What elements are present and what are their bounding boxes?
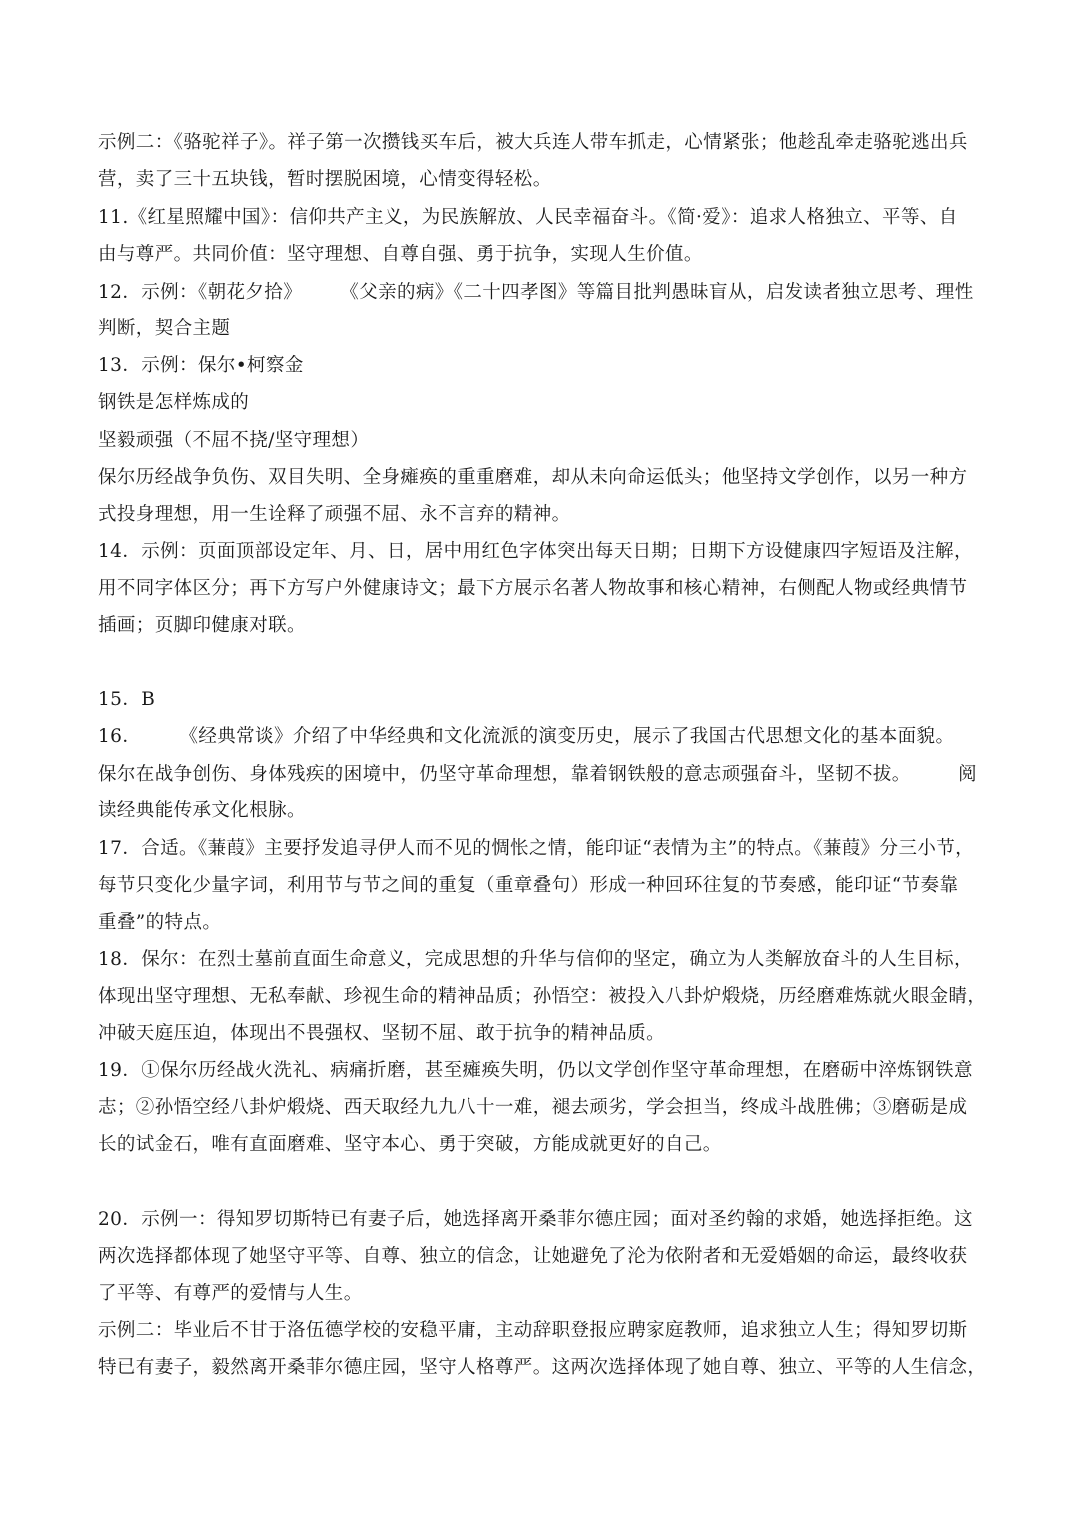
- text-line: 坚毅顽强（不屈不挠/坚守理想）: [98, 430, 370, 451]
- text-line: 志；②孙悟空经八卦炉煅烧、西天取经九九八十一难，褪去顽劣，学会担当，终成斗战胜佛；③磨砺是成: [98, 1097, 968, 1118]
- text-line: 每节只变化少量字词，利用节与节之间的重复（重章叠句）形成一种回环往复的节奏感，能印证“节奏靠: [98, 875, 959, 896]
- text-line: 示例二：毕业后不甘于洛伍德学校的安稳平庸，主动辞职登报应聘家庭教师，追求独立人生；得知罗切斯: [98, 1320, 968, 1341]
- text-line: 19．①保尔历经战火洗礼、病痛折磨，甚至瘫痪失明，仍以文学创作坚守革命理想，在磨砺中淬炼钢铁意: [98, 1060, 973, 1081]
- text-line: 14．示例：页面顶部设定年、月、日，居中用红色字体突出每天日期；日期下方设健康四字短语及注解，: [98, 541, 973, 562]
- text-line: 用不同字体区分；再下方写户外健康诗文；最下方展示名著人物故事和核心精神，右侧配人物或经典情节: [98, 578, 968, 599]
- text-line: 15．B: [98, 689, 156, 710]
- text-line: 20．示例一：得知罗切斯特已有妻子后，她选择离开桑菲尔德庄园；面对圣约翰的求婚，她选择拒绝。这: [98, 1209, 973, 1230]
- text-line: 示例二：《骆驼祥子》。祥子第一次攒钱买车后，被大兵连人带车抓走，心情紧张；他趁乱牵走骆驼逃出兵: [98, 132, 968, 153]
- text-line: 重叠”的特点。: [98, 912, 222, 933]
- text-line: 读经典能传承文化根脉。: [98, 800, 306, 821]
- text-line: 13．示例：保尔•柯察金: [98, 355, 304, 376]
- text-line: 12．示例：《朝花夕拾》 《父亲的病》《二十四孝图》等篇目批判愚昧盲从，启发读者独立思考、理性: [98, 282, 974, 303]
- text-line: 式投身理想，用一生诠释了顽强不屈、永不言弃的精神。: [98, 504, 571, 525]
- text-line: 18．保尔：在烈士墓前直面生命意义，完成思想的升华与信仰的坚定，确立为人类解放奋斗的人生目标，: [98, 949, 973, 970]
- text-line: 由与尊严。共同价值：坚守理想、自尊自强、勇于抗争，实现人生价值。: [98, 244, 703, 265]
- text-line: 判断，契合主题: [98, 318, 231, 339]
- text-line: 了平等、有尊严的爱情与人生。: [98, 1283, 363, 1304]
- text-line: 11.《红星照耀中国》：信仰共产主义，为民族解放、人民幸福奋斗。《简·爱》：追求人格独立、平等、自: [98, 207, 958, 228]
- text-line: 营，卖了三十五块钱，暂时摆脱困境，心情变得轻松。: [98, 169, 552, 190]
- text-line: 17．合适。《蒹葭》主要抒发追寻伊人而不见的惆怅之情，能印证“表情为主”的特点。《蒹葭》分三小节，: [98, 838, 975, 859]
- text-line: 16． 《经典常谈》介绍了中华经典和文化流派的演变历史，展示了我国古代思想文化的基本面貌。: [98, 726, 955, 747]
- text-line: 体现出坚守理想、无私奉献、珍视生命的精神品质；孙悟空：被投入八卦炉煅烧，历经磨难炼就火眼金睛，: [98, 986, 987, 1007]
- text-line: 特已有妻子，毅然离开桑菲尔德庄园，坚守人格尊严。这两次选择体现了她自尊、独立、平等的人生信念，: [98, 1357, 987, 1378]
- text-line: 钢铁是怎样炼成的: [98, 392, 250, 413]
- text-line: 保尔在战争创伤、身体残疾的困境中，仍坚守革命理想，靠着钢铁般的意志顽强奋斗，坚韧不拔。 阅: [98, 764, 978, 785]
- text-line: 长的试金石，唯有直面磨难、坚守本心、勇于突破，方能成就更好的自己。: [98, 1134, 722, 1155]
- text-line: 保尔历经战争负伤、双目失明、全身瘫痪的重重磨难，却从未向命运低头；他坚持文学创作，以另一种方: [98, 467, 968, 488]
- text-line: 插画；页脚印健康对联。: [98, 615, 306, 636]
- text-line: 冲破天庭压迫，体现出不畏强权、坚韧不屈、敢于抗争的精神品质。: [98, 1023, 666, 1044]
- text-line: 两次选择都体现了她坚守平等、自尊、独立的信念，让她避免了沦为依附者和无爱婚姻的命运，最终收获: [98, 1246, 968, 1267]
